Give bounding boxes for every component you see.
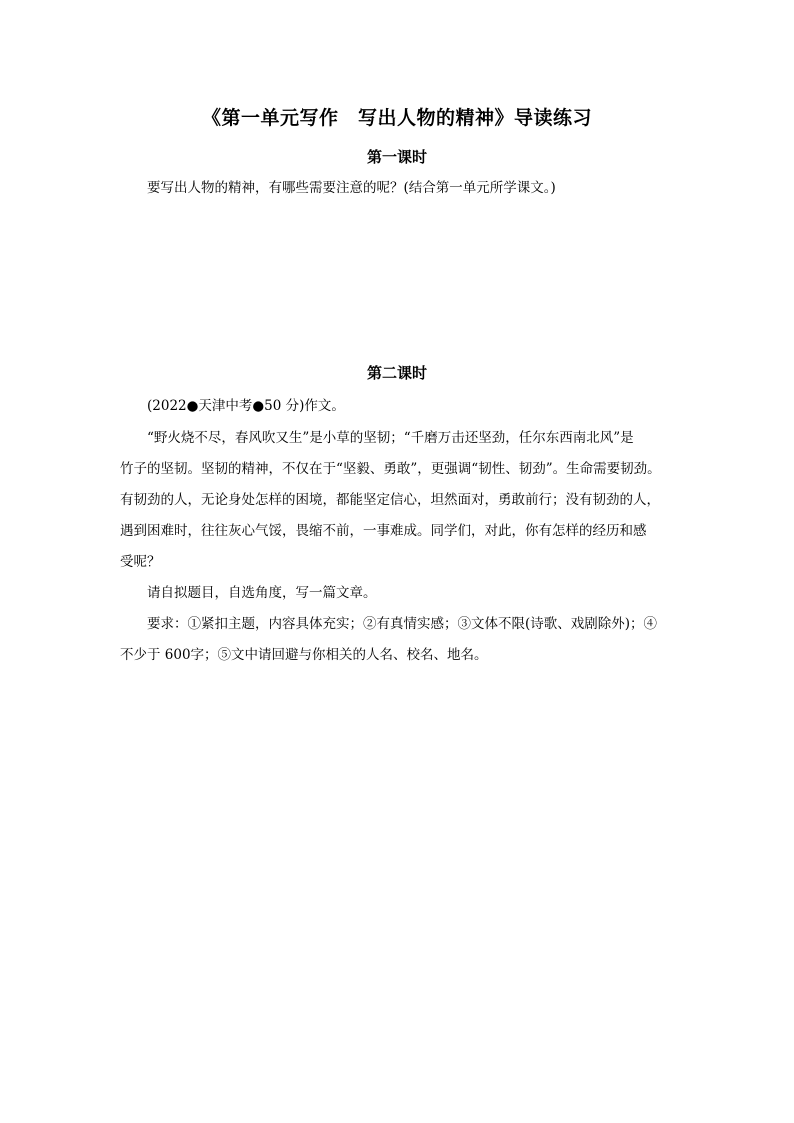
- requirements-line-2: 不少于 600字；⑤文中请回避与你相关的人名、校名、地名。: [120, 647, 488, 663]
- prompt-line-3: 有韧劲的人，无论身处怎样的困境，都能坚定信心，坦然面对，勇敢前行；没有韧劲的人，: [120, 492, 660, 508]
- writing-task: 请自拟题目，自选角度，写一篇文章。: [147, 585, 377, 601]
- prompt-line-1: “野火烧不尽，春风吹又生”是小草的坚韧；“千磨万击还坚劲，任尔东西南北风”是: [147, 430, 634, 446]
- document-title: 《第一单元写作 写出人物的精神》导读练习: [201, 107, 592, 129]
- exam-source: (2022●天津中考●50 分)作文。: [147, 398, 345, 414]
- requirements-line-1: 要求：①紧扣主题，内容具体充实；②有真情实感；③文体不限(诗歌、戏剧除外)；④: [147, 616, 658, 632]
- prompt-line-2: 竹子的坚韧。坚韧的精神，不仅在于“坚毅、勇敢”，更强调“韧性、韧劲”。生命需要韧劲。: [120, 461, 661, 477]
- lesson1-heading: 第一课时: [366, 148, 427, 166]
- lesson1-question: 要写出人物的精神，有哪些需要注意的呢？(结合第一单元所学课文。): [147, 180, 556, 196]
- prompt-line-5: 受呢？: [120, 554, 161, 570]
- lesson2-heading: 第二课时: [366, 364, 427, 382]
- prompt-line-4: 遇到困难时，往往灰心气馁，畏缩不前，一事难成。同学们，对此，你有怎样的经历和感: [120, 523, 647, 539]
